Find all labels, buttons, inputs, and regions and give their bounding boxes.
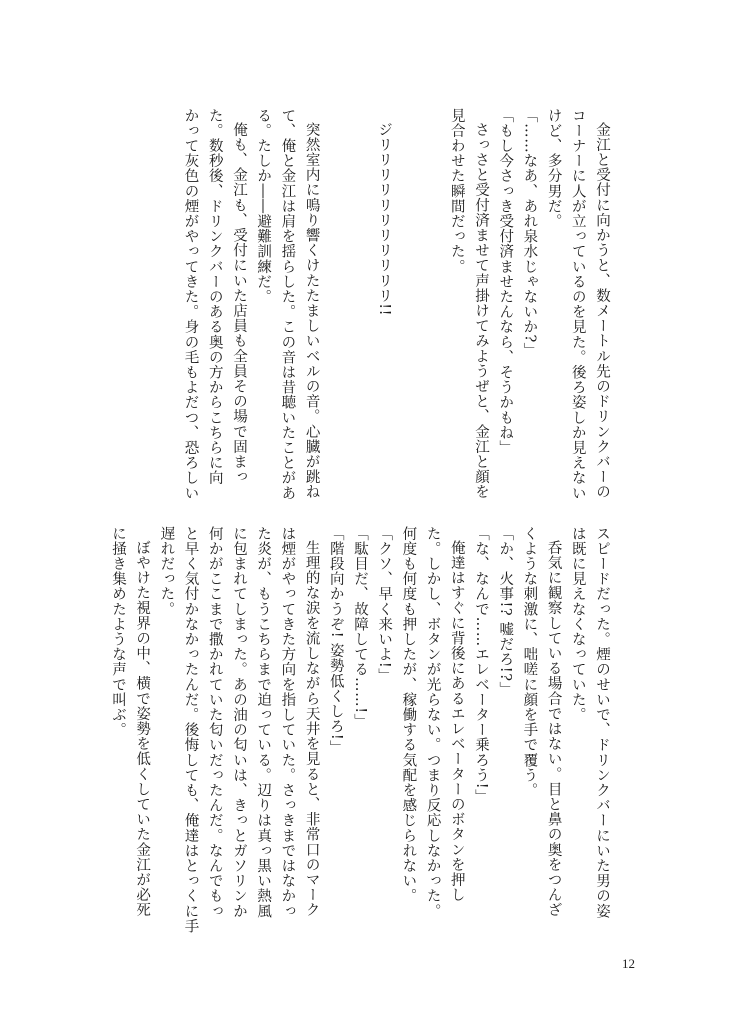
text-line: は煙がやってきた方向を指していた。さっきまではなかっ bbox=[279, 526, 296, 919]
text-line: た炎が、もうこちらまで迫っている。辺りは真っ黒い熱風 bbox=[255, 526, 272, 919]
text-line: 「か、火事!? 嘘だろ!?」 bbox=[497, 526, 514, 697]
text-line: と早く気付かなかったんだ。後悔しても、俺達はとっくに手 bbox=[182, 526, 199, 934]
text-line: 俺も、金江も、受付にいた店員も全員その場で固まっ bbox=[230, 122, 247, 485]
text-line: に包まれてしまった。あの油の匂いは、きっとガソリンか bbox=[230, 526, 247, 919]
text-line: ジリリリリリリリリリリリ!! bbox=[376, 122, 393, 317]
text-line: くような刺激に、咄嗟に顔を手で覆う。 bbox=[521, 526, 538, 798]
text-line: 「駄目だ、故障してる……!」 bbox=[351, 526, 368, 729]
text-line: 生理的な涙を流しながら天井を見ると、非常口のマーク bbox=[303, 540, 320, 918]
text-line: に掻き集めたような声で叫ぶ。 bbox=[109, 526, 126, 738]
text-block-upper bbox=[144, 108, 614, 508]
text-line: 見合わせた瞬間だった。 bbox=[448, 108, 465, 275]
text-line: 何かがここまで撒かれていた匂いだったんだ。なんでもっ bbox=[206, 526, 223, 919]
text-line: 「クソ、早く来いよ!」 bbox=[376, 526, 393, 684]
text-line: 金江と受付に向かうと、数メートル先のドリンクバーの bbox=[594, 122, 610, 500]
text-line: さっさと受付済ませて声掛けてみようぜと、金江と顔を bbox=[472, 122, 489, 500]
text-line: る。たしか――避難訓練だ。 bbox=[255, 108, 272, 305]
text-line: スピードだった。煙のせいで、ドリンクバーにいた男の姿 bbox=[594, 526, 610, 919]
text-line: ぼやけた視界の中、横で姿勢を低くしていた金江が必死 bbox=[134, 540, 151, 918]
text-line: は既に見えなくなっていた。 bbox=[569, 526, 586, 723]
text-line: 俺達はすぐに背後にあるエレベーターのボタンを押し bbox=[448, 540, 465, 903]
text-block-lower bbox=[109, 526, 614, 934]
text-line: 「な、なんで……エレベーター乗ろう!」 bbox=[472, 526, 489, 805]
text-line: かって灰色の煙がやってきた。身の毛もよだつ、恐ろしい bbox=[182, 108, 199, 501]
text-line: 「もし今さっき受付済ませたんなら、そうかもね」 bbox=[497, 108, 514, 456]
text-line: 「……なあ、あれ泉水じゃないか?」 bbox=[521, 108, 538, 358]
text-line: 「階段向かうぞ! 姿勢低くしろ!」 bbox=[327, 526, 344, 756]
text-line: た。数秒後、ドリンクバーのある奥の方からこちらに向 bbox=[206, 108, 223, 486]
page-number: 12 bbox=[622, 956, 635, 971]
text-line: 呑気に観察している場合ではない。目と鼻の奥をつんざ bbox=[545, 540, 562, 918]
text-line: 遅れだった。 bbox=[158, 526, 175, 617]
text-line: た。しかし、ボタンが光らない。つまり反応しなかった。 bbox=[424, 526, 441, 919]
text-line: て、俺と金江は肩を揺らした。この音は昔聴いたことがあ bbox=[279, 108, 296, 501]
text-line: コーナーに人が立っているのを見た。後ろ姿しか見えない bbox=[569, 108, 586, 501]
text-line: けど、多分男だ。 bbox=[545, 108, 562, 229]
text-line: 突然室内に鳴り響くけたたましいベルの音。心臓が跳ね bbox=[303, 122, 320, 500]
text-line: 何度も何度も押したが、稼働する気配を感じられない。 bbox=[400, 526, 417, 904]
